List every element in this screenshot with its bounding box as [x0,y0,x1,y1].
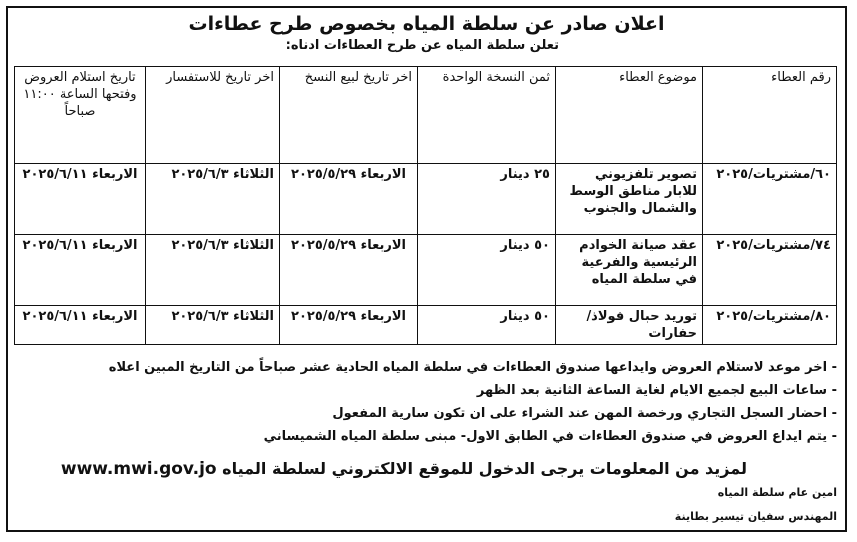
tender-price: ٥٠ دينار [418,235,556,306]
tender-sale-date: الاربعاء ٢٠٢٥/٥/٢٩ [280,164,418,235]
announcement-title: اعلان صادر عن سلطة المياه بخصوص طرح عطاءات [188,13,665,35]
tender-subject: تصوير تلفزيوني للابار مناطق الوسط والشمال والجنوب [556,164,703,235]
tender-sale-date: الاربعاء ٢٠٢٥/٥/٢٩ [280,235,418,306]
header-subject: موضوع العطاء [556,67,703,164]
header-price: ثمن النسخة الواحدة [418,67,556,164]
tender-number: ٨٠/مشتريات/٢٠٢٥ [703,306,837,345]
tender-sale-date: الاربعاء ٢٠٢٥/٥/٢٩ [280,306,418,345]
website-link[interactable]: www.mwi.gov.jo [60,459,217,479]
notes-list [15,356,837,448]
tenders-table [14,66,837,345]
tender-price: ٢٥ دينار [418,164,556,235]
announcement-subtitle: تعلن سلطة المياه عن طرح العطاءات ادناه: [285,38,559,53]
header-tender-number: رقم العطاء [703,67,837,164]
table-row [15,235,837,306]
signature-position: امين عام سلطة المياه [717,486,837,499]
tender-inquiry-date: الثلاثاء ٢٠٢٥/٦/٣ [146,306,280,345]
tender-subject: توريد حبال فولاذ/ حفارات [556,306,703,345]
table-row [15,164,837,235]
header-inquiry-date: اخر تاريخ للاستفسار [146,67,280,164]
more-info-text: لمزيد من المعلومات يرجى الدخول للموقع الالكتروني لسلطة المياه [222,459,747,478]
more-info [61,459,747,479]
tender-inquiry-date: الثلاثاء ٢٠٢٥/٦/٣ [146,235,280,306]
tender-price: ٥٠ دينار [418,306,556,345]
table-row [15,306,837,345]
note-item: - احضار السجل التجاري ورخصة المهن عند الشراء على ان تكون سارية المفعول [15,402,837,425]
tender-opening-date: الاربعاء ٢٠٢٥/٦/١١ [15,235,146,306]
note-item: - اخر موعد لاستلام العروض وايداعها صندوق العطاءات في سلطة المياه الحادية عشر صباحاً من التاريخ المبين اعلاه [15,356,837,379]
tender-opening-date: الاربعاء ٢٠٢٥/٦/١١ [15,306,146,345]
table-header-row [15,67,837,164]
note-item: - ساعات البيع لجميع الايام لغاية الساعة الثانية بعد الظهر [15,379,837,402]
signature-name: المهندس سفيان تيسير بطاينة [674,510,837,523]
tender-number: ٧٤/مشتريات/٢٠٢٥ [703,235,837,306]
header-sale-date: اخر تاريخ لبيع النسخ [280,67,418,164]
note-item: - يتم ايداع العروض في صندوق العطاءات في الطابق الاول- مبنى سلطة المياه الشميساني [15,425,837,448]
announcement-frame [6,6,847,532]
tender-subject: عقد صيانة الخوادم الرئيسية والفرعية في سلطة المياه [556,235,703,306]
tender-number: ٦٠/مشتريات/٢٠٢٥ [703,164,837,235]
header-opening-date: تاريخ استلام العروض وفتحها الساعة ١١:٠٠ صباحاً [15,67,146,164]
tender-opening-date: الاربعاء ٢٠٢٥/٦/١١ [15,164,146,235]
tender-inquiry-date: الثلاثاء ٢٠٢٥/٦/٣ [146,164,280,235]
